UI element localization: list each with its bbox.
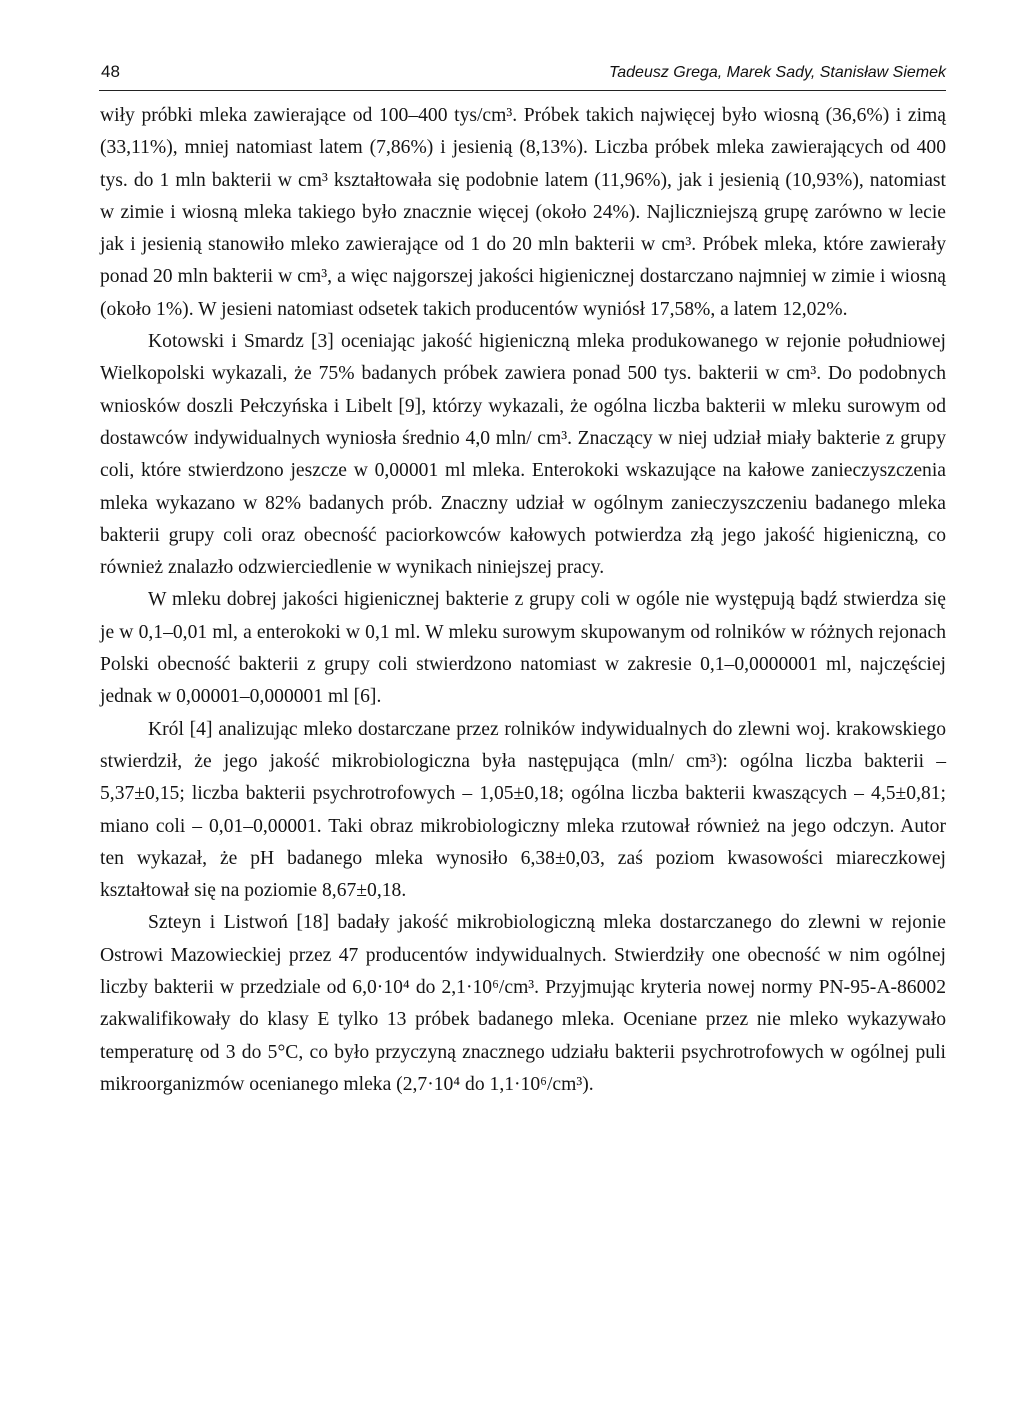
header-rule	[99, 90, 946, 91]
running-head-authors: Tadeusz Grega, Marek Sady, Stanisław Siemek	[608, 64, 946, 81]
paragraph-continuation: wiły próbki mleka zawierające od 100–400 tys/cm³. Próbek takich najwięcej było wiosną (36,6%) i zimą (33,11%), mniej natomiast latem (7,86%) i jesienią (8,13%). Liczba próbek mleka zawierających od 400 tys. do 1 mln bakterii w cm³ kształtowała się podobnie latem (11,96%), jak i jesienią (10,93%), natomiast w zimie i wiosną mleka takiego było znacznie więcej (około 24%). Najliczniejszą grupę zarówno w lecie jak i jesienią stanowiło mleko zawierające od 1 do 20 mln bakterii w cm³. Próbek mleka, które zawierały ponad 20 mln bakterii w cm³, a więc najgorszej jakości higienicznej dostarczano najmniej w zimie i wiosną (około 1%). W jesieni natomiast odsetek takich producentów wyniósł 17,58%, a latem 12,02%.	[100, 105, 946, 320]
body-text	[100, 100, 946, 1101]
paragraph-szteyn-listwon: Szteyn i Listwoń [18] badały jakość mikrobiologiczną mleka dostarczanego do zlewni w rejonie Ostrowi Mazowieckiej przez 47 producentów indywidualnych. Stwierdziły one obecność w nim ogólnej liczby bakterii w przedziale od 6,0·10⁴ do 2,1·10⁶/cm³. Przyjmując kryteria nowej normy PN-95-A-86002 zakwalifikowały do klasy E tylko 13 próbek badanego mleka. Oceniane przez nie mleko wykazywało temperaturę od 3 do 5°C, co było przyczyną znacznego udziału bakterii psychrotrofowych w ogólnej puli mikroorganizmów ocenianego mleka (2,7·10⁴ do 1,1·10⁶/cm³).	[100, 912, 946, 1095]
paragraph-kotowski-smardz: Kotowski i Smardz [3] oceniając jakość higieniczną mleka produkowanego w rejonie południowej Wielkopolski wykazali, że 75% badanych próbek zawiera ponad 500 tys. bakterii w cm³. Do podobnych wniosków doszli Pełczyńska i Libelt [9], którzy wykazali, że ogólna liczba bakterii w mleku surowym od dostawców indywidualnych wyniosła średnio 4,0 mln/ cm³. Znaczący w niej udział miały bakterie z grupy coli, które stwierdzono jeszcze w 0,00001 ml mleka. Enterokoki wskazujące na kałowe zanieczyszczenia mleka wykazano w 82% badanych prób. Znaczny udział w ogólnym zanieczyszczeniu badanego mleka bakterii grupy coli oraz obecność paciorkowców kałowych potwierdza złą jego jakość higieniczną, co również znalazło odzwierciedlenie w wynikach niniejszej pracy.	[100, 331, 946, 579]
paragraph-coli-bacteria: W mleku dobrej jakości higienicznej bakterie z grupy coli w ogóle nie występują bądź stwierdza się je w 0,1–0,01 ml, a enterokoki w 0,1 ml. W mleku surowym skupowanym od rolników w różnych rejonach Polski obecność bakterii z grupy coli stwierdzono natomiast w zakresie 0,1–0,0000001 ml, najczęściej jednak w 0,00001–0,000001 ml [6].	[100, 589, 946, 708]
page-number: 48	[101, 62, 120, 81]
paragraph-krol: Król [4] analizując mleko dostarczane przez rolników indywidualnych do zlewni woj. krakowskiego stwierdził, że jego jakość mikrobiologiczna była następująca (mln/ cm³): ogólna liczba bakterii – 5,37±0,15; liczba bakterii psychrotrofowych – 1,05±0,18; ogólna liczba bakterii kwaszących – 4,5±0,81; miano coli – 0,01–0,00001. Taki obraz mikrobiologiczny mleka rzutował również na jego odczyn. Autor ten wykazał, że pH badanego mleka wynosiło 6,38±0,03, zaś poziom kwasowości miareczkowej kształtował się na poziomie 8,67±0,18.	[100, 718, 946, 902]
